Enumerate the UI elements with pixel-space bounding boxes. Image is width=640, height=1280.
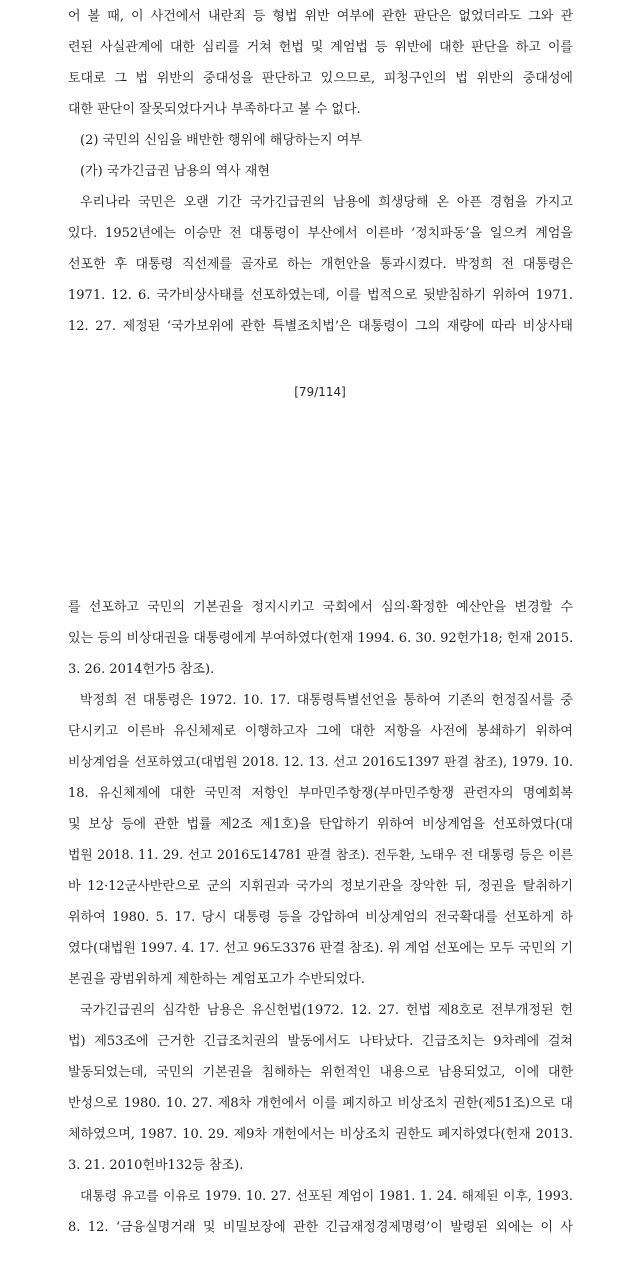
page-number: [79/114] — [294, 385, 346, 399]
text-block-top — [68, 1, 573, 342]
text-block-bottom — [68, 592, 573, 1243]
text-line: 대한 판단이 잘못되었다거나 부족하다고 볼 수 없다. — [68, 102, 361, 117]
text-line: 발동되었는데, 국민의 기본권을 침해하는 위헌적인 내용으로 남용되었고, 이에 대한 — [68, 1065, 573, 1080]
text-line: 대통령 유고를 이유로 1979. 10. 27. 선포된 계엄이 1981. 1. 24. 해제된 이후, 1993. — [80, 1189, 573, 1204]
text-line: 바 12·12군사반란으로 군의 지휘권과 국가의 정보기관을 장악한 뒤, 정권을 탈취하기 — [68, 879, 573, 894]
text-line: 토대로 그 법 위반의 중대성을 판단하고 있으므로, 피청구인의 법 위반의 중대성에 — [68, 71, 573, 86]
text-line: 3. 26. 2014헌가5 참조). — [68, 662, 215, 677]
text-line: 선포한 후 대통령 직선제를 골자로 하는 개헌안을 통과시켰다. 박정희 전 대통령은 — [68, 257, 573, 272]
text-line: 및 보상 등에 관한 법률 제2조 제1호)을 탄압하기 위하여 비상계엄을 선포하였다(대 — [68, 817, 573, 832]
text-line: 위하여 1980. 5. 17. 당시 대통령 등을 강압하여 비상계엄의 전국확대를 선포하게 하 — [68, 910, 573, 925]
text-line: 3. 21. 2010헌바132등 참조). — [68, 1158, 244, 1173]
section-heading: (2) 국민의 신임을 배반한 행위에 해당하는지 여부 — [80, 133, 362, 148]
text-line: 련된 사실관계에 대한 심리를 거쳐 헌법 및 계엄법 등 위반에 대한 판단을 하고 이를 — [68, 40, 573, 55]
text-line: 국가긴급권의 심각한 남용은 유신헌법(1972. 12. 27. 헌법 제8호로 전부개정된 헌 — [80, 1003, 573, 1018]
text-line: 체하였으며, 1987. 10. 29. 제9차 개헌에서는 비상조치 권한도 폐지하였다(헌재 2013. — [68, 1127, 573, 1142]
text-line: 어 볼 때, 이 사건에서 내란죄 등 형법 위반 여부에 관한 판단은 없었더라도 그와 관 — [68, 9, 573, 24]
text-line: 18. 유신체제에 대한 국민적 저항인 부마민주항쟁(부마민주항쟁 관련자의 명예회복 — [68, 786, 573, 801]
text-line: 법원 2018. 11. 29. 선고 2016도14781 판결 참조). 전두환, 노태우 전 대통령 등은 이른 — [68, 848, 573, 863]
text-line: 8. 12. ‘금융실명거래 및 비밀보장에 관한 긴급재정경제명령’이 발령된 외에는 이 사 — [68, 1220, 573, 1235]
text-line: 우리나라 국민은 오랜 기간 국가긴급권의 남용에 희생당해 온 아픈 경험을 가지고 — [80, 195, 573, 210]
text-line: 본권을 광범위하게 제한하는 계엄포고가 수반되었다. — [68, 972, 365, 987]
subsection-heading: (가) 국가긴급권 남용의 역사 재현 — [80, 164, 270, 179]
text-line: 를 선포하고 국민의 기본권을 정지시키고 국회에서 심의·확정한 예산안을 변경할 수 — [68, 600, 573, 615]
text-line: 단시키고 이른바 유신체제로 이행하고자 그에 대한 저항을 사전에 봉쇄하기 위하여 — [68, 724, 573, 739]
text-line: 있다. 1952년에는 이승만 전 대통령이 부산에서 이른바 ‘정치파동’을 일으켜 계엄을 — [68, 226, 573, 241]
text-line: 1971. 12. 6. 국가비상사태를 선포하였는데, 이를 법적으로 뒷받침하기 위하여 1971. — [68, 288, 573, 303]
text-line: 였다(대법원 1997. 4. 17. 선고 96도3376 판결 참조). 위 계엄 선포에는 모두 국민의 기 — [68, 941, 573, 956]
text-line: 12. 27. 제정된 ‘국가보위에 관한 특별조치법’은 대통령이 그의 재량에 따라 비상사태 — [68, 319, 573, 334]
text-line: 있는 등의 비상대권을 대통령에게 부여하였다(헌재 1994. 6. 30. 92헌가18; 헌재 2015. — [68, 631, 574, 646]
text-line: 박정희 전 대통령은 1972. 10. 17. 대통령특별선언을 통하여 기존의 헌정질서를 중 — [80, 693, 573, 708]
text-line: 반성으로 1980. 10. 27. 제8차 개헌에서 이를 폐지하고 비상조치 권한(제51조)으로 대 — [68, 1096, 573, 1111]
text-line: 법) 제53조에 근거한 긴급조치권의 발동에서도 나타났다. 긴급조치는 9차례에 걸쳐 — [68, 1034, 573, 1049]
text-line: 비상계엄을 선포하였고(대법원 2018. 12. 13. 선고 2016도1397 판결 참조), 1979. 10. — [68, 755, 573, 770]
